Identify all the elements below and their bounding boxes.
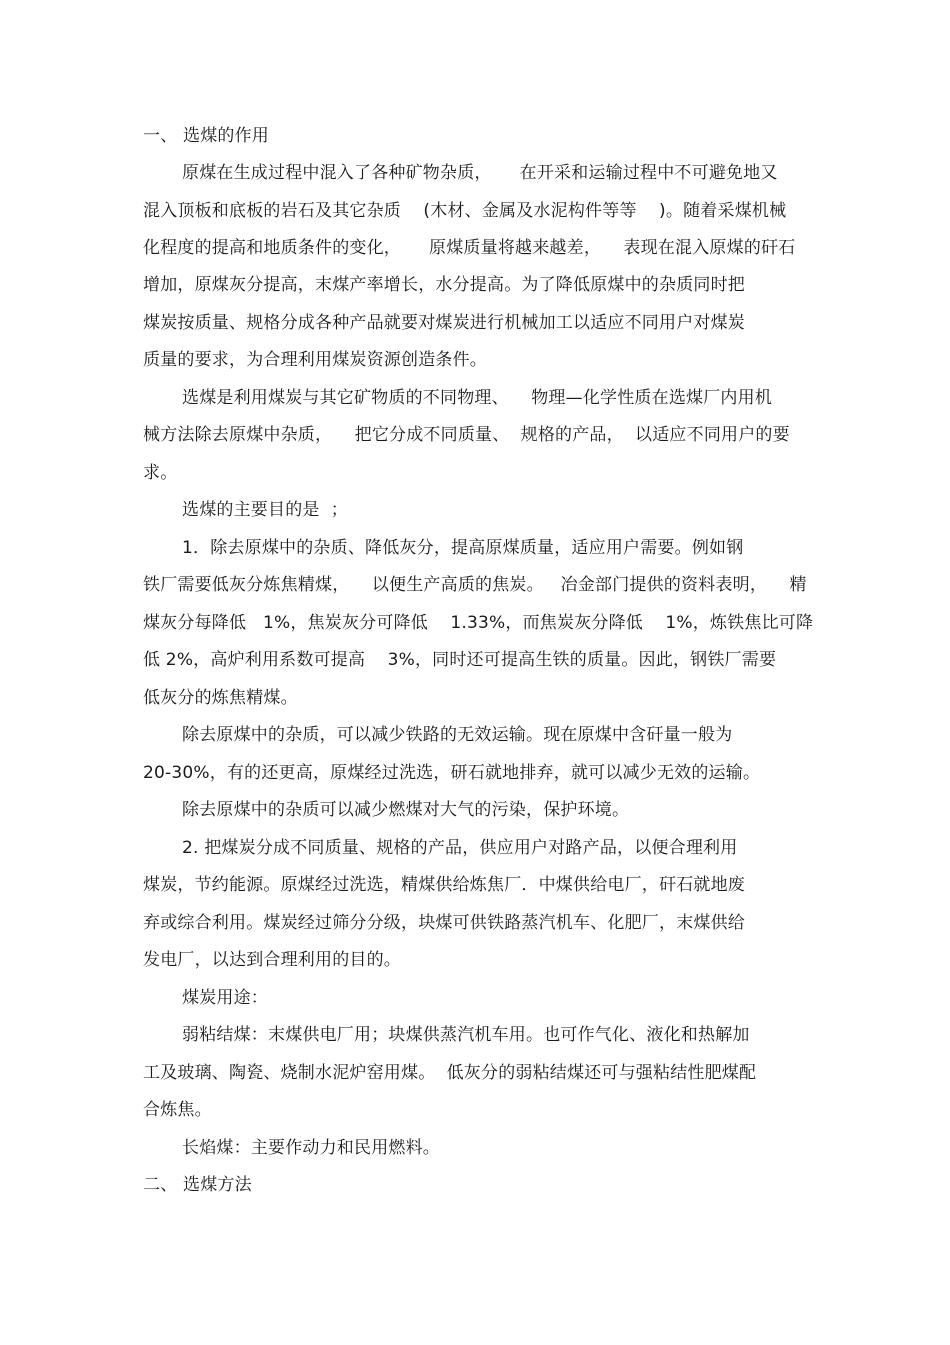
paragraph-line: 除去原煤中的杂质，可以减少铁路的无效运输。现在原煤中含矸量一般为 (182, 725, 733, 745)
paragraph-line: 低灰分的炼焦精煤。 (143, 688, 298, 708)
paragraph-line: 械方法除去原煤中杂质， 把它分成不同质量、 规格的产品， 以适应不同用户的要 (143, 425, 790, 445)
section-heading-1: 一、 选煤的作用 (143, 126, 270, 146)
paragraph-line: 工及玻璃、陶瓷、烧制水泥炉窑用煤。 低灰分的弱粘结煤还可与强粘结性肥煤配 (143, 1063, 757, 1083)
paragraph-line: 合炼焦。 (143, 1100, 212, 1120)
paragraph-line: 2. 把煤炭分成不同质量、规格的产品，供应用户对路产品，以便合理利用 (182, 838, 738, 858)
paragraph-line: 质量的要求，为合理利用煤炭资源创造条件。 (143, 350, 487, 370)
paragraph-line: 弱粘结煤：末煤供电厂用；块煤供蒸汽机车用。也可作气化、液化和热解加 (182, 1025, 750, 1045)
paragraph-line: 增加，原煤灰分提高，末煤产率增长，水分提高。为了降低原煤中的杂质同时把 (143, 275, 745, 295)
paragraph-line: 求。 (143, 463, 178, 483)
paragraph-line: 原煤在生成过程中混入了各种矿物杂质， 在开采和运输过程中不可避免地又 (182, 163, 778, 183)
paragraph-line: 选煤的主要目的是 ； (182, 500, 349, 520)
paragraph-line: 发电厂，以达到合理利用的目的。 (143, 950, 401, 970)
paragraph-line: 化程度的提高和地质条件的变化， 原煤质量将越来越差， 表现在混入原煤的矸石 (143, 238, 796, 258)
paragraph-line: 煤灰分每降低 1%，焦炭灰分可降低 1.33%，而焦炭灰分降低 1%，炼铁焦比可降 (143, 613, 814, 633)
paragraph-line: 弃或综合利用。煤炭经过筛分分级，块煤可供铁路蒸汽机车、化肥厂，末煤供给 (143, 913, 745, 933)
paragraph-line: 选煤是利用煤炭与其它矿物质的不同物理、 物理—化学性质在选煤厂内用机 (182, 388, 773, 408)
paragraph-line: 铁厂需要低灰分炼焦精煤， 以便生产高质的焦炭。 冶金部门提供的资料表明， 精 (143, 575, 807, 595)
paragraph-line: 低 2%，高炉利用系数可提高 3%，同时还可提高生铁的质量。因此，钢铁厂需要 (143, 650, 777, 670)
paragraph-line: 混入顶板和底板的岩石及其它杂质 (木材、金属及水泥构件等等 )。随着采煤机械 (143, 201, 787, 221)
paragraph-line: 20-30%，有的还更高，原煤经过洗选，研石就地排弃，就可以减少无效的运输。 (143, 763, 761, 783)
paragraph-line: 煤炭，节约能源。原煤经过洗选，精煤供给炼焦厂．中煤供给电厂，矸石就地废 (143, 875, 745, 895)
paragraph-line: 除去原煤中的杂质可以减少燃煤对大气的污染，保护环境。 (182, 800, 630, 820)
paragraph-line: 1．除去原煤中的杂质、降低灰分，提高原煤质量，适应用户需要。例如钢 (182, 538, 744, 558)
paragraph-line: 煤炭用途： (182, 988, 268, 1008)
paragraph-line: 长焰煤：主要作动力和民用燃料。 (182, 1138, 440, 1158)
paragraph-line: 煤炭按质量、规格分成各种产品就要对煤炭进行机械加工以适应不同用户对煤炭 (143, 313, 745, 333)
section-heading-2: 二、 选煤方法 (143, 1175, 252, 1195)
